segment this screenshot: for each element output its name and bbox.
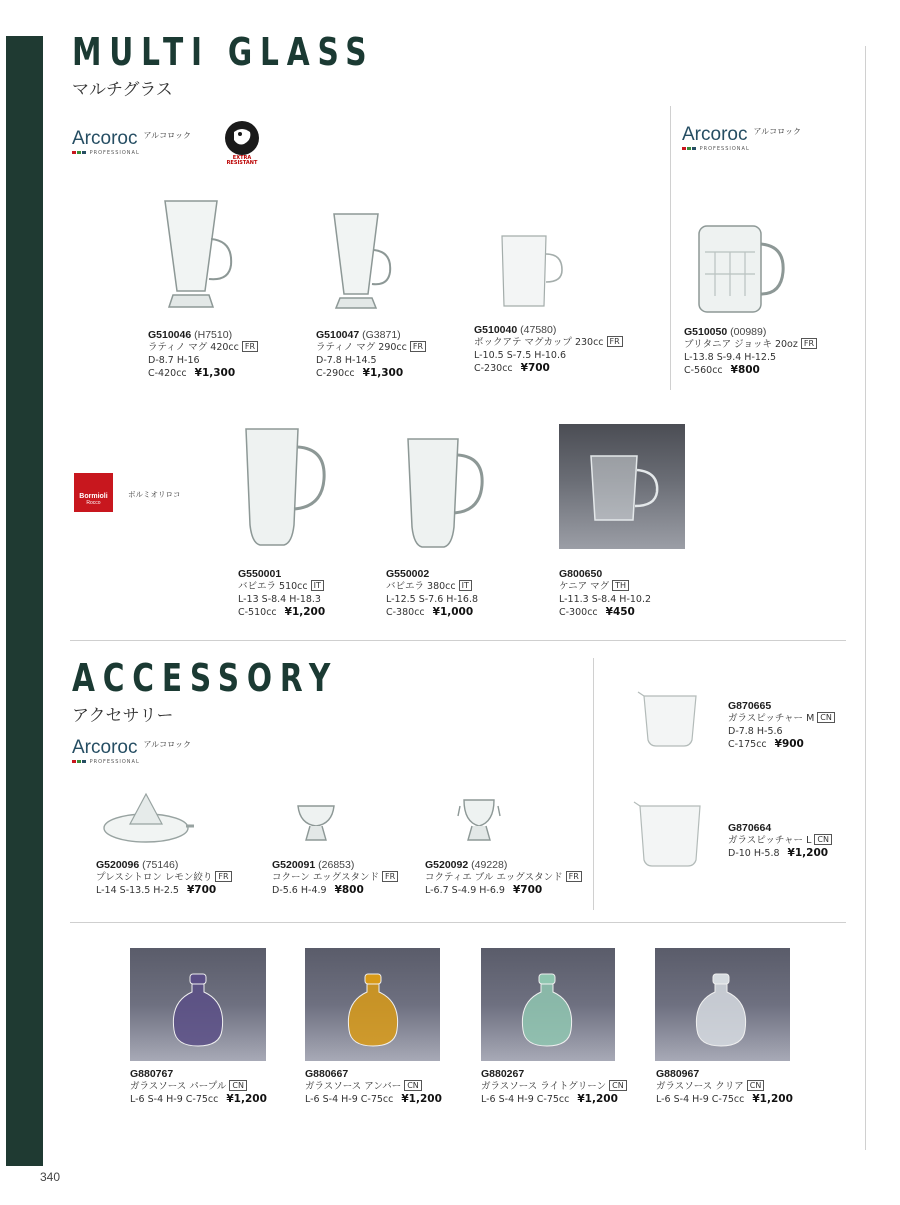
origin-badge: CN xyxy=(229,1080,247,1091)
product-capacity-price: C-510cc ¥1,200 xyxy=(238,606,326,618)
product-card xyxy=(386,568,478,619)
britannia-tankard-image xyxy=(695,222,787,316)
product-dims: D-8.7 H-16 xyxy=(148,355,200,366)
product-name: ブリタニア ジョッキ 20oz FR xyxy=(684,338,817,351)
product-dims: L-13.8 S-9.4 H-12.5 xyxy=(684,352,777,363)
product-capacity-price: C-300cc ¥450 xyxy=(559,606,635,618)
product-card xyxy=(305,1068,442,1106)
product-name: ガラスピッチャー M CN xyxy=(728,712,835,725)
product-card xyxy=(238,568,325,619)
product-code: G520096 (75146) xyxy=(96,859,179,871)
brand-kana: アルコロック xyxy=(143,740,191,749)
product-card xyxy=(728,822,832,860)
product-capacity-price: C-380cc ¥1,000 xyxy=(386,606,474,618)
origin-badge: FR xyxy=(242,341,258,352)
bottle-body xyxy=(522,984,571,1046)
sauce-bottle-photo xyxy=(305,948,440,1061)
product-price: ¥1,200 xyxy=(787,847,829,859)
baviera-380-image xyxy=(402,435,492,557)
product-price: ¥800 xyxy=(730,364,760,376)
egg-cup-hen-image xyxy=(456,792,502,846)
product-card xyxy=(474,324,623,375)
product-dims-price: L-6.7 S-4.9 H-6.9 ¥700 xyxy=(425,884,543,896)
origin-badge: TH xyxy=(612,580,629,591)
brand-name: Arcoroc xyxy=(72,128,138,149)
origin-badge: FR xyxy=(801,338,817,349)
bottle-body xyxy=(173,984,222,1046)
product-price: ¥1,200 xyxy=(226,1093,267,1105)
product-capacity-price: C-420cc ¥1,300 xyxy=(148,367,236,379)
origin-badge: FR xyxy=(382,871,398,882)
bormioli-kana: ボルミオリロコ xyxy=(128,490,181,499)
latino-mug-420-image xyxy=(155,195,235,313)
product-name: プレスシトロン レモン絞り FR xyxy=(96,871,232,884)
page-sidebar-band xyxy=(6,36,43,1166)
product-price: ¥450 xyxy=(605,606,635,618)
sauce-bottle-photo xyxy=(655,948,790,1061)
product-name: ガラスソース パープル CN xyxy=(130,1080,267,1093)
product-price: ¥1,300 xyxy=(362,367,404,379)
page-number: 340 xyxy=(40,1170,61,1184)
brand-tagline: PROFESSIONAL xyxy=(72,759,191,765)
seal-line2: RESISTANT xyxy=(226,160,258,166)
product-price: ¥1,200 xyxy=(577,1093,618,1105)
brand-kana: アルコロック xyxy=(753,127,801,136)
product-code: G510050 (00989) xyxy=(684,326,767,338)
product-code: G510040 (47580) xyxy=(474,324,557,336)
baviera-510-image xyxy=(238,425,334,555)
bormioli-rocco-logo: Bormioli Rocco xyxy=(74,473,113,512)
section-divider xyxy=(70,922,846,923)
origin-badge: FR xyxy=(410,341,426,352)
section-title-multi-glass: MULTI GLASS xyxy=(72,30,375,74)
product-spec-price: L-6 S-4 H-9 C-75cc ¥1,200 xyxy=(130,1093,267,1105)
product-card xyxy=(559,568,651,619)
product-name: コクティエ ブル エッグスタンド FR xyxy=(425,871,582,884)
product-dims-price: D-5.6 H-4.9 ¥800 xyxy=(272,884,364,896)
brand-name: Arcoroc xyxy=(72,737,138,758)
product-code: G520092 (49228) xyxy=(425,859,508,871)
product-card xyxy=(684,326,817,377)
origin-badge: CN xyxy=(404,1080,422,1091)
section-subtitle-multi-glass: マルチグラス xyxy=(72,80,173,100)
product-code: G880267 xyxy=(481,1068,525,1080)
product-card xyxy=(425,859,582,897)
product-card xyxy=(656,1068,793,1106)
bottle-body xyxy=(696,984,745,1046)
product-price: ¥1,200 xyxy=(284,606,326,618)
product-card xyxy=(481,1068,627,1106)
product-code: G880767 xyxy=(130,1068,174,1080)
product-spec-price: L-6 S-4 H-9 C-75cc ¥1,200 xyxy=(481,1093,618,1105)
product-price: ¥700 xyxy=(186,884,217,896)
product-dims: D-7.8 H-5.6 xyxy=(728,726,783,737)
product-name: バビエラ 380cc IT xyxy=(386,580,478,593)
bottle-body xyxy=(348,984,397,1046)
section-subtitle-accessory: アクセサリー xyxy=(72,706,174,726)
product-spec-price: L-6 S-4 H-9 C-75cc ¥1,200 xyxy=(656,1093,793,1105)
product-capacity-price: C-175cc ¥900 xyxy=(728,738,804,750)
lemon-squeezer-image xyxy=(100,788,196,850)
product-dims-price: D-10 H-5.8 ¥1,200 xyxy=(728,847,829,859)
extra-resistant-seal-icon xyxy=(220,118,264,168)
product-spec-price: L-6 S-4 H-9 C-75cc ¥1,200 xyxy=(305,1093,442,1105)
arcoroc-logo xyxy=(682,124,801,152)
seal-line1: EXTRA xyxy=(232,155,252,161)
sauce-bottle-photo xyxy=(481,948,615,1061)
product-name: ガラスソース ライトグリーン CN xyxy=(481,1080,627,1093)
product-name: ガラスソース アンバー CN xyxy=(305,1080,442,1093)
product-dims: L-13 S-8.4 H-18.3 xyxy=(238,594,321,605)
product-price: ¥1,200 xyxy=(752,1093,793,1105)
origin-badge: FR xyxy=(215,871,231,882)
origin-badge: CN xyxy=(814,834,832,845)
product-dims: D-7.8 H-14.5 xyxy=(316,355,377,366)
arcoroc-logo xyxy=(72,128,191,156)
product-dims: L-10.5 S-7.5 H-10.6 xyxy=(474,350,567,361)
brand-name: Arcoroc xyxy=(682,124,748,145)
product-name: ケニア マグ TH xyxy=(559,580,651,593)
product-dims: L-11.3 S-8.4 H-10.2 xyxy=(559,594,652,605)
product-price: ¥800 xyxy=(334,884,364,896)
product-name: ラティノ マグ 420cc FR xyxy=(148,341,258,354)
origin-badge: FR xyxy=(566,871,582,882)
product-name: ボックアテ マグカップ 230cc FR xyxy=(474,336,623,349)
product-code: G550001 xyxy=(238,568,282,580)
column-divider xyxy=(670,106,671,390)
sauce-bottle-photo xyxy=(130,948,266,1061)
product-card xyxy=(148,329,258,380)
product-card xyxy=(130,1068,267,1106)
origin-badge: FR xyxy=(607,336,623,347)
product-code: G510046 (H7510) xyxy=(148,329,233,341)
product-capacity-price: C-560cc ¥800 xyxy=(684,364,760,376)
bottle-cap xyxy=(713,974,729,984)
brand-kana: アルコロック xyxy=(143,131,191,140)
glass-pitcher-l-image xyxy=(632,800,708,870)
product-code: G880667 xyxy=(305,1068,349,1080)
section-divider xyxy=(70,640,846,641)
product-code: G520091 (26853) xyxy=(272,859,355,871)
product-price: ¥1,200 xyxy=(401,1093,442,1105)
product-name: コクーン エッグスタンド FR xyxy=(272,871,398,884)
bock-mug-image xyxy=(498,232,570,312)
latino-mug-290-image xyxy=(328,210,398,312)
product-capacity-price: C-290cc ¥1,300 xyxy=(316,367,404,379)
product-code: G510047 (G3871) xyxy=(316,329,401,341)
product-price: ¥700 xyxy=(512,884,543,896)
product-price: ¥1,300 xyxy=(194,367,236,379)
product-dims-price: L-14 S-13.5 H-2.5 ¥700 xyxy=(96,884,217,896)
bottle-cap xyxy=(365,974,381,984)
product-name: バビエラ 510cc IT xyxy=(238,580,325,593)
product-dims: L-12.5 S-7.6 H-16.8 xyxy=(386,594,479,605)
origin-badge: CN xyxy=(747,1080,765,1091)
column-divider xyxy=(593,658,594,910)
product-code: G870665 xyxy=(728,700,772,712)
origin-badge: CN xyxy=(817,712,835,723)
product-code: G880967 xyxy=(656,1068,700,1080)
bottle-cap xyxy=(539,974,555,984)
product-card xyxy=(96,859,232,897)
product-price: ¥900 xyxy=(774,738,804,750)
product-price: ¥1,000 xyxy=(432,606,474,618)
page-right-rule xyxy=(865,46,866,1150)
product-name: ガラスピッチャー L CN xyxy=(728,834,832,847)
section-title-accessory: ACCESSORY xyxy=(72,656,339,700)
glass-pitcher-m-image xyxy=(636,690,704,750)
product-name: ラティノ マグ 290cc FR xyxy=(316,341,426,354)
product-code: G550002 xyxy=(386,568,430,580)
product-card xyxy=(272,859,398,897)
product-card xyxy=(316,329,426,380)
product-card xyxy=(728,700,835,751)
origin-badge: IT xyxy=(311,580,324,591)
brand-tagline: PROFESSIONAL xyxy=(72,150,191,156)
arcoroc-logo xyxy=(72,737,191,765)
brand-tagline: PROFESSIONAL xyxy=(682,146,801,152)
bottle-cap xyxy=(190,974,206,984)
product-price: ¥700 xyxy=(520,362,550,374)
product-capacity-price: C-230cc ¥700 xyxy=(474,362,550,374)
kenya-mug-photo xyxy=(559,424,685,549)
product-name: ガラスソース クリア CN xyxy=(656,1080,793,1093)
product-code: G870664 xyxy=(728,822,772,834)
origin-badge: CN xyxy=(609,1080,627,1091)
egg-cup-cocoon-image xyxy=(294,800,338,846)
origin-badge: IT xyxy=(459,580,472,591)
product-code: G800650 xyxy=(559,568,603,580)
